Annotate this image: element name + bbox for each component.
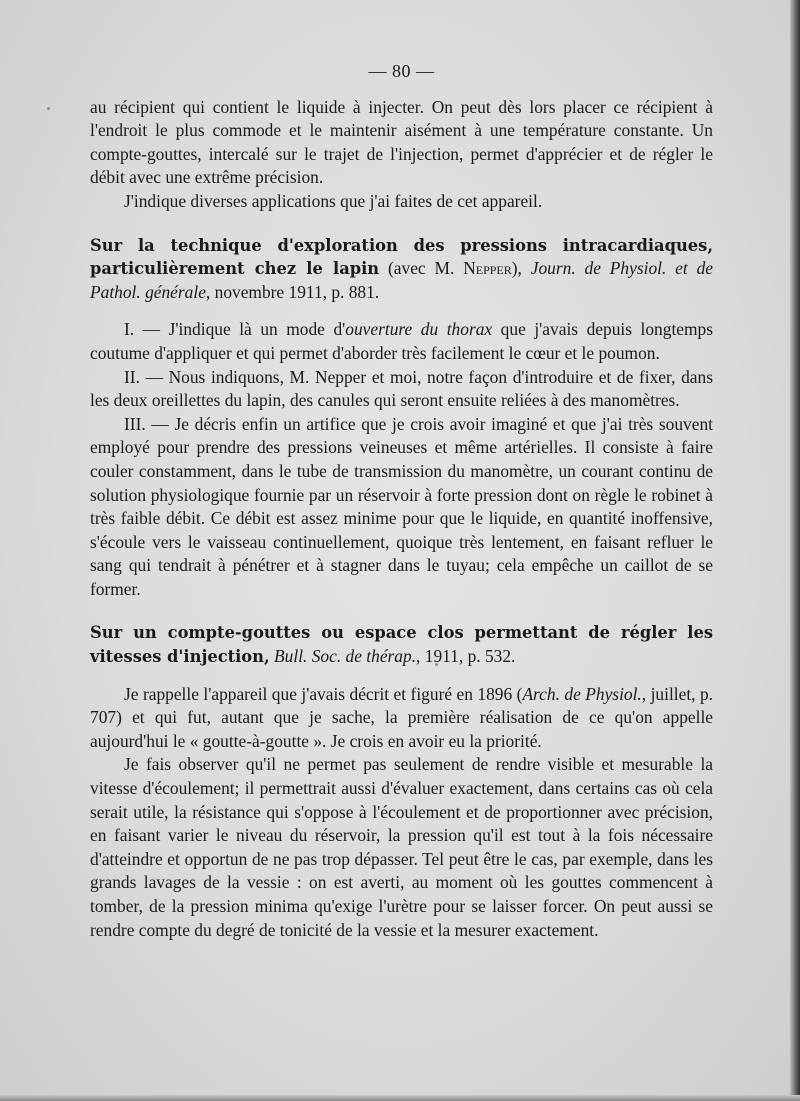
journal-name: Bull. Soc. de thérap. — [274, 646, 417, 667]
paragraph-appareil: Je rappelle l'appareil que j'avais décrit et figuré en 1896 (Arch. de Physiol., juillet, p. 707) et qui fut, autant que je sache, la première réalisation de ce qu'on appelle aujourd'hui le « goutte-à-goutte ». Je crois en avoir eu la priorité. — [90, 683, 713, 751]
journal-name: Journ. de Physiol. et de Pathol. générale — [90, 258, 714, 302]
item-two: II. — Nous indiquons, M. Nepper et moi, notre façon d'introduire et de fixer, dans les deux oreillettes du lapin, des canules qui seront ensuite reliées à des manomètres. — [90, 366, 713, 411]
scan-speck — [47, 107, 50, 110]
page-number: — 80 — — [368, 61, 435, 81]
section-title: Sur la technique d'exploration des pressions intracardiaques, particulièrement chez le lapin — [90, 235, 713, 279]
section-heading-compte-gouttes: Sur un compte-gouttes ou espace clos permettant de régler les vitesses d'injection, Bull. Soc. de thérap., 1911, p. 532. — [90, 623, 713, 667]
paragraph-intro: au récipient qui contient le liquide à injecter. On peut dès lors placer ce récipient à l'endroit le plus commode et le maintenir aisément à une température constante. Un compte-gouttes, intercalé sur le trajet de l'injection, permet d'apprécier et de régler le débit avec une extrême précision. — [90, 96, 713, 188]
item-one: I. — J'indique là un mode d'ouverture du thorax que j'avais depuis longtemps coutume d'appliquer et qui permet d'aborder très facilement le cœur et le poumon. — [90, 319, 713, 363]
paragraph-observation: Je fais observer qu'il ne permet pas seulement de rendre visible et mesurable la vitesse d'écoulement; il permettrait aussi d'évaluer exactement, dans certains cas où cela serait utile, la résistance qui s'oppose à l'écoulement et de proportionner avec précision, en faisant varier le niveau du réservoir, la pression qu'il est tout à la fois nécessaire d'atteindre et opportun de ne pas trop dépasser. Tel peut être le cas, par exemple, dans les grands lavages de la vessie : on est averti, au moment où les gouttes commencent à tomber, de la pression minima qu'exige l'urètre pour se laisser forcer. On peut aussi se rendre compte du degré de tonicité de la vessie et la mesurer exactement. — [90, 754, 713, 940]
section-title: Sur un compte-gouttes ou espace clos permettant de régler les vitesses d'injection, — [90, 623, 713, 667]
paragraph-applications: J'indique diverses applications que j'ai faites de cet appareil. — [124, 190, 543, 211]
section-heading-pressions: Sur la technique d'exploration des pressions intracardiaques, particulièrement chez le lapin (avec M. Nepper), Journ. de Physiol. et de Pathol. générale, novembre 1911, p. 881. — [90, 235, 714, 302]
author-name: Nepper — [463, 258, 512, 279]
item-three: III. — Je décris enfin un artifice que je crois avoir imaginé et que j'ai très souvent employé pour prendre des pressions veineuses et même artérielles. Il consiste à faire couler constamment, dans le tube de transmission du manomètre, un courant continu de solution physiologique fournie par un réservoir à forte pression dont on règle le robinet à très faible débit. Ce débit est assez minime pour que le liquide, en quantité inoffensive, s'écoule vers le vaisseau continuellement, quoique très lentement, en faisant refluer le sang qui tendrait à pénétrer et à stagner dans le tuyau; cela empêche un caillot de se former. — [90, 413, 713, 599]
text-column — [90, 60, 713, 942]
page-bottom-edge — [0, 1095, 800, 1101]
page-edge-shadow — [790, 0, 800, 1101]
